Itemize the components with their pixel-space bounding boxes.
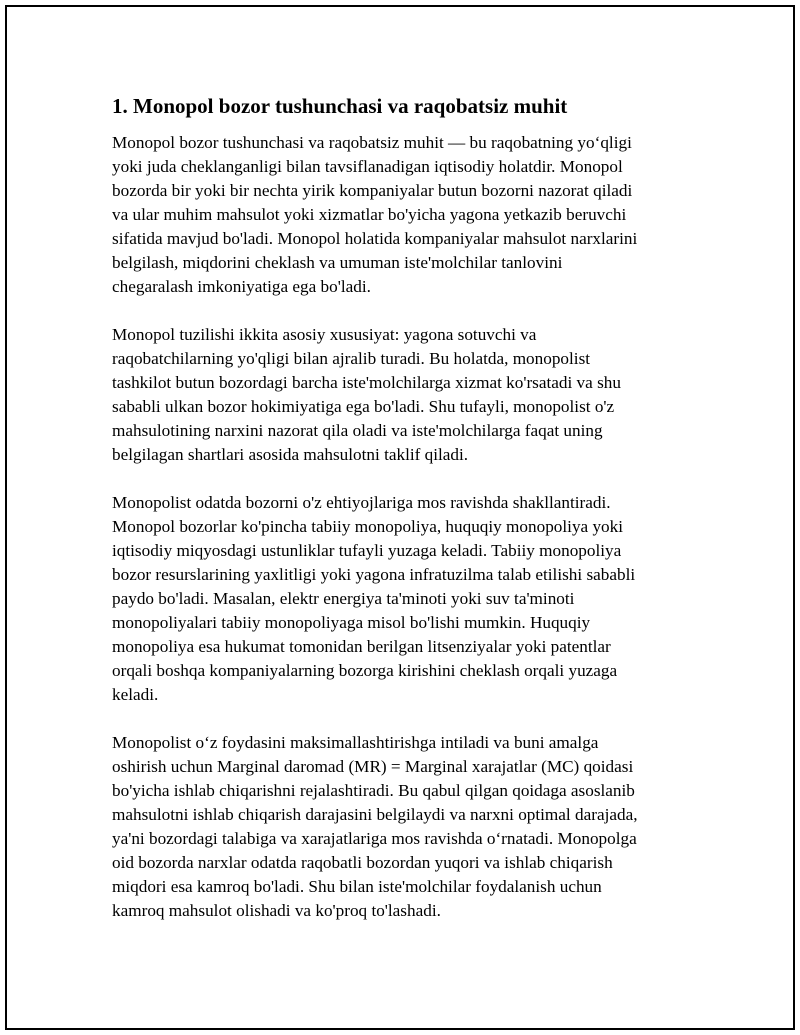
paragraph-line: Monopolist odatda bozorni o'z ehtiyojlariga mos ravishda shakllantiradi. [112,493,611,512]
paragraph-line: keladi. [112,685,159,704]
document-body [112,93,692,947]
paragraph-line: bozorda bir yoki bir nechta yirik kompaniyalar butun bozorni nazorat qiladi [112,181,633,200]
paragraph-line: bo'yicha ishlab chiqarishni rejalashtiradi. Bu qabul qilgan qoidaga asoslanib [112,781,635,800]
paragraph-line: oshirish uchun Marginal daromad (MR) = Marginal xarajatlar (MC) qoidasi [112,757,634,776]
section-heading: 1. Monopol bozor tushunchasi va raqobatsiz muhit [112,94,568,118]
paragraph-line: mahsulotni ishlab chiqarish darajasini belgilaydi va narxni optimal darajada, [112,805,638,824]
paragraph-line: sifatida mavjud bo'ladi. Monopol holatida kompaniyalar mahsulot narxlarini [112,229,638,248]
paragraph-4 [112,731,692,923]
paragraph-line: chegaralash imkoniyatiga ega bo'ladi. [112,277,371,296]
paragraph-line: belgilash, miqdorini cheklash va umuman iste'molchilar tanlovini [112,253,563,272]
paragraph-line: monopoliya esa hukumat tomonidan berilgan litsenziyalar yoki patentlar [112,637,611,656]
paragraph-line: mahsulotining narxini nazorat qila oladi va iste'molchilarga faqat uning [112,421,603,440]
paragraph-line: oid bozorda narxlar odatda raqobatli bozordan yuqori va ishlab chiqarish [112,853,613,872]
paragraph-1 [112,131,692,299]
paragraph-line: ya'ni bozordagi talabiga va xarajatlariga mos ravishda o‘rnatadi. Monopolga [112,829,637,848]
paragraph-2 [112,323,692,467]
paragraph-line: belgilagan shartlari asosida mahsulotni taklif qiladi. [112,445,469,464]
paragraph-line: tashkilot butun bozordagi barcha iste'molchilarga xizmat ko'rsatadi va shu [112,373,621,392]
paragraph-line: Monopol tuzilishi ikkita asosiy xususiyat: yagona sotuvchi va [112,325,537,344]
paragraph-line: orqali boshqa kompaniyalarning bozorga kirishini cheklash orqali yuzaga [112,661,618,680]
paragraph-line: bozor resurslarining yaxlitligi yoki yagona infratuzilma talab etilishi sababli [112,565,636,584]
paragraph-line: yoki juda cheklanganligi bilan tavsiflanadigan iqtisodiy holatdir. Monopol [112,157,623,176]
paragraph-3 [112,491,692,707]
paragraph-line: Monopolist o‘z foydasini maksimallashtirishga intiladi va buni amalga [112,733,599,752]
paragraph-line: iqtisodiy miqyosdagi ustunliklar tufayli yuzaga keladi. Tabiiy monopoliya [112,541,622,560]
paragraph-line: raqobatchilarning yo'qligi bilan ajralib turadi. Bu holatda, monopolist [112,349,591,368]
paragraph-line: monopoliyalari tabiiy monopoliyaga misol bo'lishi mumkin. Huquqiy [112,613,591,632]
paragraph-line: paydo bo'ladi. Masalan, elektr energiya ta'minoti yoki suv ta'minoti [112,589,575,608]
paragraph-line: Monopol bozorlar ko'pincha tabiiy monopoliya, huquqiy monopoliya yoki [112,517,624,536]
paragraph-line: sababli ulkan bozor hokimiyatiga ega bo'ladi. Shu tufayli, monopolist o'z [112,397,615,416]
paragraph-line: miqdori esa kamroq bo'ladi. Shu bilan iste'molchilar foydalanish uchun [112,877,602,896]
paragraph-line: Monopol bozor tushunchasi va raqobatsiz muhit — bu raqobatning yo‘qligi [112,133,632,152]
paragraph-line: kamroq mahsulot olishadi va ko'proq to'lashadi. [112,901,441,920]
paragraph-line: va ular muhim mahsulot yoki xizmatlar bo'yicha yagona yetkazib beruvchi [112,205,627,224]
